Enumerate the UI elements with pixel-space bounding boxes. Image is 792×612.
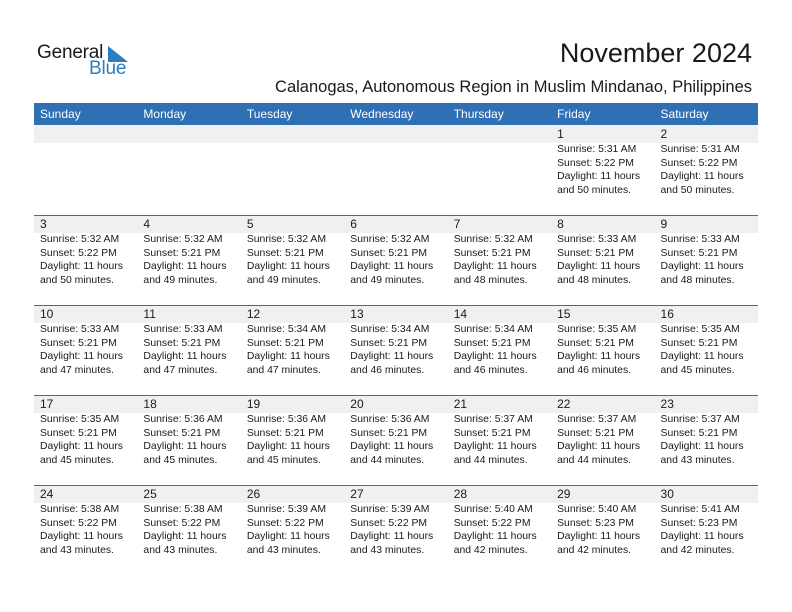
daylight-minutes-text: and 44 minutes. bbox=[350, 454, 425, 466]
logo bbox=[37, 42, 137, 82]
daylight-text: Daylight: 11 hours bbox=[453, 441, 537, 453]
sunrise-text: Sunrise: 5:34 AM bbox=[453, 324, 533, 335]
sunrise-text: Sunrise: 5:31 AM bbox=[660, 144, 740, 155]
sunset-text: Sunset: 5:21 PM bbox=[557, 247, 634, 259]
sunrise-text: Sunrise: 5:35 AM bbox=[557, 324, 637, 335]
sunrise-text: Sunrise: 5:34 AM bbox=[350, 324, 430, 335]
sunset-text: Sunset: 5:23 PM bbox=[557, 517, 634, 529]
sunrise-text: Sunrise: 5:32 AM bbox=[350, 234, 430, 245]
daylight-text: Daylight: 11 hours bbox=[557, 531, 641, 543]
daylight-minutes-text: and 47 minutes. bbox=[246, 364, 321, 376]
day-cell bbox=[241, 395, 344, 485]
sunrise-text: Sunrise: 5:33 AM bbox=[143, 324, 223, 335]
day-cell bbox=[137, 485, 240, 575]
day-number: 13 bbox=[350, 307, 364, 321]
day-cell bbox=[655, 125, 758, 215]
daylight-minutes-text: and 43 minutes. bbox=[350, 544, 425, 556]
sunrise-text: Sunrise: 5:38 AM bbox=[143, 504, 223, 515]
daylight-minutes-text: and 43 minutes. bbox=[143, 544, 218, 556]
sunset-text: Sunset: 5:21 PM bbox=[453, 247, 531, 259]
sunset-text: Sunset: 5:21 PM bbox=[246, 247, 324, 259]
daylight-text: Daylight: 11 hours bbox=[660, 531, 744, 543]
daylight-minutes-text: and 50 minutes. bbox=[660, 184, 735, 196]
daylight-text: Daylight: 11 hours bbox=[350, 351, 434, 363]
sunrise-text: Sunrise: 5:35 AM bbox=[660, 324, 740, 335]
daylight-text: Daylight: 11 hours bbox=[557, 351, 641, 363]
sunrise-text: Sunrise: 5:39 AM bbox=[246, 504, 326, 515]
daylight-text: Daylight: 11 hours bbox=[350, 531, 434, 543]
day-cell bbox=[655, 485, 758, 575]
sunrise-text: Sunrise: 5:36 AM bbox=[246, 414, 326, 425]
daylight-minutes-text: and 45 minutes. bbox=[143, 454, 218, 466]
sunrise-text: Sunrise: 5:37 AM bbox=[557, 414, 637, 425]
day-number: 25 bbox=[143, 487, 157, 501]
daylight-text: Daylight: 11 hours bbox=[350, 441, 434, 453]
day-cell bbox=[344, 125, 447, 215]
day-cell bbox=[551, 215, 654, 305]
day-number: 10 bbox=[40, 307, 54, 321]
sunset-text: Sunset: 5:21 PM bbox=[660, 427, 738, 439]
daylight-text: Daylight: 11 hours bbox=[40, 261, 123, 273]
sunset-text: Sunset: 5:22 PM bbox=[143, 517, 221, 529]
day-cell bbox=[344, 215, 447, 305]
day-cell bbox=[655, 305, 758, 395]
location-subtitle: Calanogas, Autonomous Region in Muslim Mindanao, Philippines bbox=[275, 78, 752, 96]
sunrise-text: Sunrise: 5:32 AM bbox=[143, 234, 223, 245]
daylight-text: Daylight: 11 hours bbox=[660, 261, 744, 273]
daylight-text: Daylight: 11 hours bbox=[40, 351, 123, 363]
sunset-text: Sunset: 5:21 PM bbox=[246, 337, 324, 349]
daylight-minutes-text: and 48 minutes. bbox=[453, 274, 528, 286]
day-cell bbox=[241, 215, 344, 305]
weekday-tuesday: Tuesday bbox=[246, 107, 293, 121]
day-number: 11 bbox=[143, 307, 156, 321]
day-number bbox=[350, 125, 447, 143]
daylight-minutes-text: and 42 minutes. bbox=[453, 544, 528, 556]
day-number: 29 bbox=[557, 487, 571, 501]
sunset-text: Sunset: 5:21 PM bbox=[453, 337, 531, 349]
day-number: 8 bbox=[557, 217, 564, 231]
day-cell bbox=[137, 215, 240, 305]
sunrise-text: Sunrise: 5:36 AM bbox=[143, 414, 223, 425]
daylight-minutes-text: and 45 minutes. bbox=[246, 454, 321, 466]
day-cell bbox=[344, 485, 447, 575]
day-number: 15 bbox=[557, 307, 571, 321]
day-cell bbox=[34, 215, 137, 305]
day-number: 9 bbox=[660, 217, 668, 231]
daylight-text: Daylight: 11 hours bbox=[143, 441, 227, 453]
day-cell bbox=[241, 305, 344, 395]
sunset-text: Sunset: 5:23 PM bbox=[660, 517, 738, 529]
daylight-text: Daylight: 11 hours bbox=[143, 261, 227, 273]
daylight-minutes-text: and 44 minutes. bbox=[453, 454, 528, 466]
day-cell bbox=[34, 395, 137, 485]
day-number: 28 bbox=[453, 487, 468, 501]
day-cell bbox=[344, 395, 447, 485]
sunrise-text: Sunrise: 5:35 AM bbox=[40, 414, 120, 425]
weekday-friday: Friday bbox=[557, 107, 591, 121]
daylight-minutes-text: and 46 minutes. bbox=[350, 364, 425, 376]
sunset-text: Sunset: 5:22 PM bbox=[40, 247, 117, 259]
day-number: 19 bbox=[246, 397, 261, 411]
logo-text-general: General bbox=[37, 42, 104, 63]
sunrise-text: Sunrise: 5:32 AM bbox=[40, 234, 120, 245]
day-number: 5 bbox=[246, 217, 254, 231]
sunrise-text: Sunrise: 5:32 AM bbox=[246, 234, 326, 245]
sunset-text: Sunset: 5:21 PM bbox=[246, 427, 324, 439]
daylight-text: Daylight: 11 hours bbox=[453, 261, 537, 273]
daylight-minutes-text: and 50 minutes. bbox=[557, 184, 632, 196]
daylight-minutes-text: and 46 minutes. bbox=[453, 364, 528, 376]
day-cell bbox=[34, 485, 137, 575]
sunset-text: Sunset: 5:22 PM bbox=[40, 517, 117, 529]
sunset-text: Sunset: 5:21 PM bbox=[40, 337, 117, 349]
sunrise-text: Sunrise: 5:41 AM bbox=[660, 504, 740, 515]
day-number: 14 bbox=[453, 307, 468, 321]
day-number: 20 bbox=[350, 397, 364, 411]
daylight-minutes-text: and 45 minutes. bbox=[660, 364, 735, 376]
day-cell bbox=[241, 485, 344, 575]
day-cell bbox=[344, 305, 447, 395]
sunset-text: Sunset: 5:21 PM bbox=[350, 247, 428, 259]
sunrise-text: Sunrise: 5:39 AM bbox=[350, 504, 430, 515]
daylight-text: Daylight: 11 hours bbox=[246, 351, 330, 363]
day-cell bbox=[448, 305, 551, 395]
day-cell bbox=[448, 215, 551, 305]
sunset-text: Sunset: 5:21 PM bbox=[453, 427, 531, 439]
day-number: 1 bbox=[557, 127, 564, 141]
weekday-thursday: Thursday bbox=[453, 107, 504, 121]
daylight-text: Daylight: 11 hours bbox=[350, 261, 434, 273]
sunrise-text: Sunrise: 5:32 AM bbox=[453, 234, 533, 245]
day-cell bbox=[551, 485, 654, 575]
day-cell bbox=[34, 125, 137, 215]
sunrise-text: Sunrise: 5:37 AM bbox=[660, 414, 740, 425]
day-number: 17 bbox=[40, 397, 54, 411]
daylight-minutes-text: and 47 minutes. bbox=[143, 364, 218, 376]
daylight-minutes-text: and 42 minutes. bbox=[557, 544, 632, 556]
weekday-monday: Monday bbox=[143, 107, 187, 121]
sunset-text: Sunset: 5:21 PM bbox=[350, 427, 428, 439]
daylight-minutes-text: and 43 minutes. bbox=[660, 454, 735, 466]
daylight-minutes-text: and 43 minutes. bbox=[40, 544, 114, 556]
day-number: 4 bbox=[143, 217, 151, 231]
day-cell bbox=[655, 215, 758, 305]
day-number: 30 bbox=[660, 487, 674, 501]
day-cell bbox=[448, 395, 551, 485]
daylight-minutes-text: and 49 minutes. bbox=[246, 274, 321, 286]
sunset-text: Sunset: 5:21 PM bbox=[143, 337, 221, 349]
week-row bbox=[34, 485, 758, 575]
sunrise-text: Sunrise: 5:40 AM bbox=[453, 504, 533, 515]
sunrise-text: Sunrise: 5:36 AM bbox=[350, 414, 430, 425]
sunset-text: Sunset: 5:21 PM bbox=[143, 427, 221, 439]
sunset-text: Sunset: 5:21 PM bbox=[40, 427, 117, 439]
day-number: 24 bbox=[40, 487, 54, 501]
day-number bbox=[40, 125, 137, 143]
daylight-text: Daylight: 11 hours bbox=[557, 171, 641, 183]
sunrise-text: Sunrise: 5:38 AM bbox=[40, 504, 120, 515]
daylight-minutes-text: and 50 minutes. bbox=[40, 274, 114, 286]
day-number bbox=[454, 125, 551, 143]
sunset-text: Sunset: 5:21 PM bbox=[660, 247, 738, 259]
daylight-text: Daylight: 11 hours bbox=[557, 261, 641, 273]
daylight-minutes-text: and 43 minutes. bbox=[246, 544, 321, 556]
day-number: 22 bbox=[557, 397, 571, 411]
sunset-text: Sunset: 5:22 PM bbox=[350, 517, 428, 529]
day-number bbox=[143, 125, 240, 143]
sunrise-text: Sunrise: 5:34 AM bbox=[246, 324, 326, 335]
week-row bbox=[34, 305, 758, 395]
day-cell bbox=[137, 395, 240, 485]
sunset-text: Sunset: 5:22 PM bbox=[660, 157, 738, 169]
daylight-text: Daylight: 11 hours bbox=[453, 351, 537, 363]
day-number: 12 bbox=[246, 307, 261, 321]
sunrise-text: Sunrise: 5:31 AM bbox=[557, 144, 637, 155]
daylight-text: Daylight: 11 hours bbox=[40, 441, 123, 453]
day-number bbox=[247, 125, 344, 143]
sunset-text: Sunset: 5:22 PM bbox=[246, 517, 324, 529]
daylight-text: Daylight: 11 hours bbox=[40, 531, 123, 543]
sunset-text: Sunset: 5:22 PM bbox=[557, 157, 634, 169]
weekday-header bbox=[34, 103, 758, 125]
day-number: 21 bbox=[453, 397, 468, 411]
sunset-text: Sunset: 5:21 PM bbox=[350, 337, 428, 349]
day-cell bbox=[137, 125, 240, 215]
week-row bbox=[34, 395, 758, 485]
day-cell bbox=[551, 305, 654, 395]
daylight-text: Daylight: 11 hours bbox=[143, 351, 227, 363]
week-row bbox=[34, 215, 758, 305]
day-number: 7 bbox=[453, 217, 461, 231]
day-number: 16 bbox=[660, 307, 674, 321]
day-number: 6 bbox=[350, 217, 357, 231]
daylight-minutes-text: and 46 minutes. bbox=[557, 364, 632, 376]
day-number: 3 bbox=[40, 217, 47, 231]
day-number: 2 bbox=[660, 127, 668, 141]
logo-text-blue: Blue bbox=[89, 58, 127, 79]
sunset-text: Sunset: 5:21 PM bbox=[143, 247, 221, 259]
sunset-text: Sunset: 5:22 PM bbox=[453, 517, 531, 529]
page-title: November 2024 bbox=[559, 38, 752, 68]
daylight-minutes-text: and 48 minutes. bbox=[557, 274, 632, 286]
day-cell bbox=[137, 305, 240, 395]
day-cell bbox=[34, 305, 137, 395]
daylight-text: Daylight: 11 hours bbox=[143, 531, 227, 543]
day-number: 26 bbox=[246, 487, 261, 501]
sunrise-text: Sunrise: 5:37 AM bbox=[453, 414, 533, 425]
sunrise-text: Sunrise: 5:40 AM bbox=[557, 504, 637, 515]
daylight-minutes-text: and 49 minutes. bbox=[350, 274, 425, 286]
day-cell bbox=[655, 395, 758, 485]
daylight-text: Daylight: 11 hours bbox=[660, 351, 744, 363]
daylight-text: Daylight: 11 hours bbox=[453, 531, 537, 543]
weekday-wednesday: Wednesday bbox=[350, 107, 414, 121]
daylight-minutes-text: and 49 minutes. bbox=[143, 274, 218, 286]
sunset-text: Sunset: 5:21 PM bbox=[557, 337, 634, 349]
sunrise-text: Sunrise: 5:33 AM bbox=[660, 234, 740, 245]
day-cell bbox=[448, 485, 551, 575]
day-number: 18 bbox=[143, 397, 157, 411]
weekday-sunday: Sunday bbox=[40, 107, 81, 121]
day-cell bbox=[551, 125, 654, 215]
sunset-text: Sunset: 5:21 PM bbox=[557, 427, 634, 439]
weekday-saturday: Saturday bbox=[660, 107, 709, 121]
sunset-text: Sunset: 5:21 PM bbox=[660, 337, 738, 349]
daylight-text: Daylight: 11 hours bbox=[246, 441, 330, 453]
daylight-minutes-text: and 44 minutes. bbox=[557, 454, 632, 466]
day-cell bbox=[448, 125, 551, 215]
day-number: 23 bbox=[660, 397, 674, 411]
daylight-minutes-text: and 42 minutes. bbox=[660, 544, 735, 556]
sunrise-text: Sunrise: 5:33 AM bbox=[557, 234, 637, 245]
daylight-text: Daylight: 11 hours bbox=[246, 531, 330, 543]
daylight-minutes-text: and 45 minutes. bbox=[40, 454, 114, 466]
daylight-minutes-text: and 47 minutes. bbox=[40, 364, 114, 376]
daylight-text: Daylight: 11 hours bbox=[557, 441, 641, 453]
daylight-text: Daylight: 11 hours bbox=[660, 171, 744, 183]
daylight-text: Daylight: 11 hours bbox=[246, 261, 330, 273]
day-cell bbox=[551, 395, 654, 485]
day-cell bbox=[241, 125, 344, 215]
daylight-minutes-text: and 48 minutes. bbox=[660, 274, 735, 286]
day-number: 27 bbox=[350, 487, 364, 501]
sunrise-text: Sunrise: 5:33 AM bbox=[40, 324, 120, 335]
daylight-text: Daylight: 11 hours bbox=[660, 441, 744, 453]
week-row bbox=[34, 125, 758, 215]
